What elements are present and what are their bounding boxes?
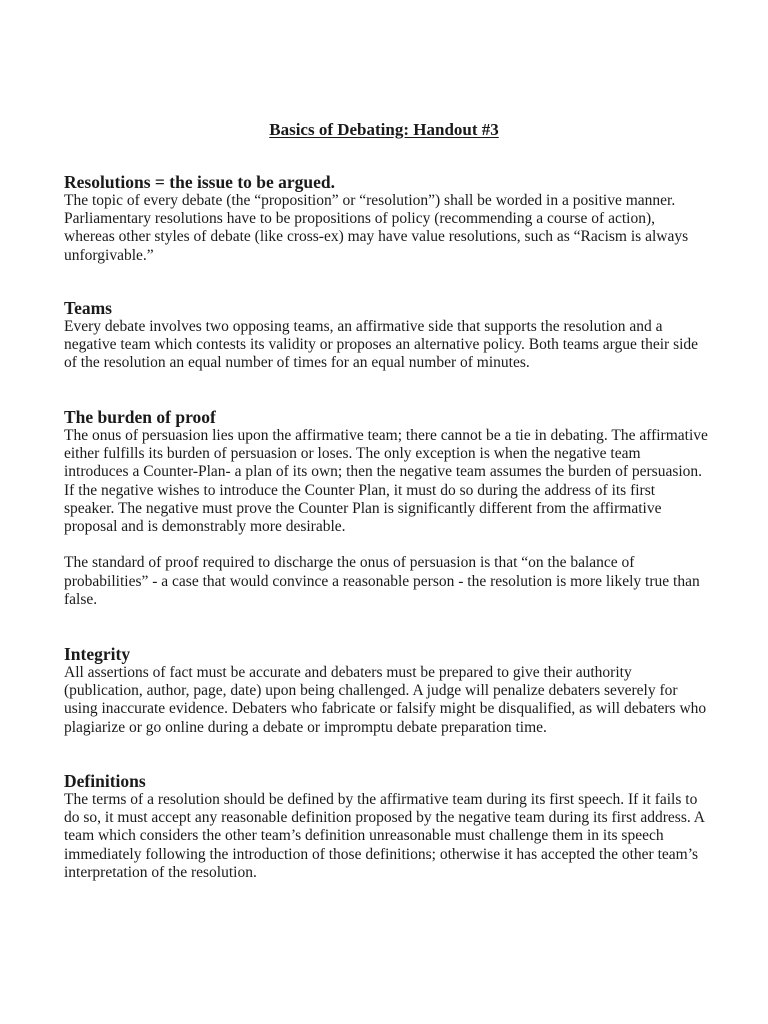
section-paragraph: Every debate involves two opposing teams, an affirmative side that supports the resolution and a negative team which contests its validity or proposes an alternative policy. Both teams argue their side of the resolution an equal number of times for an equal number of minutes. — [64, 318, 699, 372]
section-heading-definitions: Definitions — [64, 771, 146, 791]
section-resolutions — [64, 172, 708, 265]
section-paragraph: All assertions of fact must be accurate and debaters must be prepared to give their authority (publication, author, page, date) upon being challenged. A judge will penalize debaters severely for using inaccurate evidence. Debaters who fabricate or falsify might be disqualified, as will debaters who plagiarize or go online during a debate or impromptu debate preparation time. — [64, 664, 707, 736]
section-paragraph: The terms of a resolution should be defined by the affirmative team during its first speech. If it fails to do so, it must accept any reasonable definition proposed by the negative team during its first address. A team which considers the other team’s definition unreasonable must challenge them in its speech immediately following the introduction of those definitions; otherwise it has accepted the other team’s interpretation of the resolution. — [64, 791, 705, 881]
section-heading-burden-of-proof: The burden of proof — [64, 407, 216, 427]
section-integrity — [64, 644, 708, 737]
section-paragraph: The topic of every debate (the “proposition” or “resolution”) shall be worded in a positive manner. Parliamentary resolutions have to be propositions of policy (recommending a course of action), whereas other styles of debate (like cross-ex) may have value resolutions, such as “Racism is always unforgivable.” — [64, 192, 689, 264]
section-paragraph: The onus of persuasion lies upon the affirmative team; there cannot be a tie in debating. The affirmative either fulfills its burden of persuasion or loses. The only exception is when the negative team introduces a Counter-Plan- a plan of its own; then the negative team assumes the burden of persuasion. If the negative wishes to introduce the Counter Plan, it must do so during the address of its first speaker. The negative must prove the Counter Plan is significantly different from the affirmative proposal and is demonstrably more desirable. — [64, 427, 708, 536]
section-paragraph: The standard of proof required to discharge the onus of persuasion is that “on the balance of probabilities” - a case that would convince a reasonable person - the resolution is more likely true than false. — [64, 554, 700, 608]
section-heading-resolutions: Resolutions = the issue to be argued. — [64, 172, 336, 192]
section-heading-integrity: Integrity — [64, 644, 131, 664]
section-burden-of-proof — [64, 407, 708, 609]
section-heading-teams: Teams — [64, 298, 112, 318]
section-teams — [64, 298, 708, 373]
document-title: Basics of Debating: Handout #3 — [269, 120, 499, 139]
section-definitions — [64, 771, 708, 882]
